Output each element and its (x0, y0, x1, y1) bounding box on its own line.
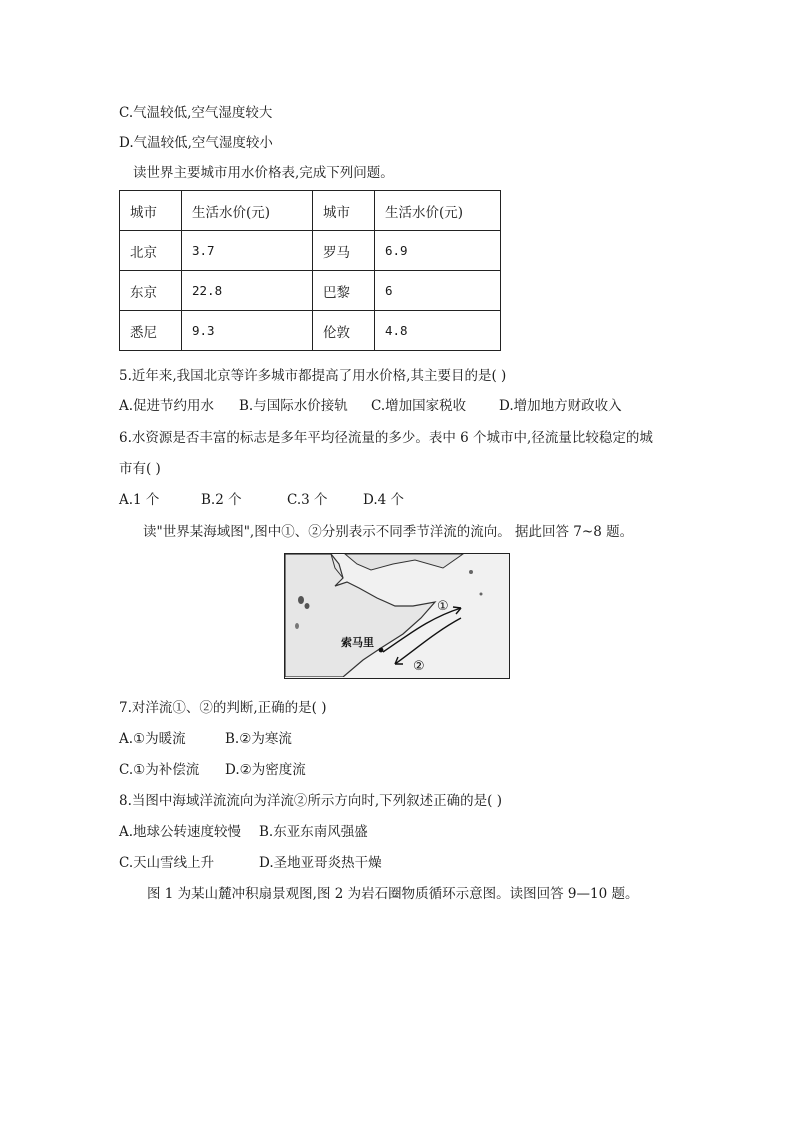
table-cell-city: 巴黎 (313, 271, 375, 311)
somalia-point (379, 648, 384, 653)
map-intro: 读"世界某海域图",图中①、②分别表示不同季节洋流的流向。 据此回答 7~8 题。 (143, 524, 634, 540)
q8-option-d: D.圣地亚哥炎热干燥 (259, 855, 382, 871)
table-cell-city: 伦敦 (313, 311, 375, 351)
q8-options-row2 (119, 853, 382, 873)
table-header-cell: 生活水价(元) (182, 191, 313, 231)
table-cell-price: 6 (375, 271, 501, 311)
q8-options-row1 (119, 822, 368, 842)
q6-option-b: B.2 个 (201, 492, 242, 508)
q7-options-row2 (119, 760, 306, 780)
somalia-label: 索马里 (341, 636, 374, 649)
figure-intro: 图 1 为某山麓冲积扇景观图,图 2 为岩石圈物质循环示意图。读图回答 9—10 题。 (147, 886, 639, 902)
lake-marker (295, 623, 299, 629)
q5-option-b: B.与国际水价接轨 (239, 398, 348, 414)
q7-option-b: B.②为寒流 (225, 731, 292, 747)
arabian-peninsula-land (345, 554, 463, 570)
island-marker (480, 593, 483, 596)
table-cell-city: 北京 (120, 231, 182, 271)
lake-marker (305, 603, 310, 609)
table-header-cell: 城市 (120, 191, 182, 231)
table-cell-price: 6.9 (375, 231, 501, 271)
table-row (120, 311, 501, 351)
q5-option-d: D.增加地方财政收入 (499, 398, 622, 414)
table-cell-price: 3.7 (182, 231, 313, 271)
sea-area-map-drawing (285, 554, 508, 677)
table-header-cell: 生活水价(元) (375, 191, 501, 231)
island-marker (469, 570, 473, 574)
table-cell-city: 罗马 (313, 231, 375, 271)
q4-option-c: C.气温较低,空气湿度较大 (119, 105, 273, 121)
q6-stem-line1: 6.水资源是否丰富的标志是多年平均径流量的多少。表中 6 个城市中,径流量比较稳定的城 (119, 430, 653, 446)
q7-options-row1 (119, 729, 292, 749)
water-price-table (119, 190, 501, 351)
q8-stem: 8.当图中海域洋流流向为洋流②所示方向时,下列叙述正确的是( ) (119, 793, 502, 809)
table-row (120, 231, 501, 271)
q7-option-c: C.①为补偿流 (119, 762, 200, 778)
q6-option-c: C.3 个 (287, 492, 328, 508)
q6-option-d: D.4 个 (363, 492, 405, 508)
current-2-label: ② (413, 659, 425, 674)
table-cell-price: 22.8 (182, 271, 313, 311)
table-cell-price: 9.3 (182, 311, 313, 351)
sea-area-map (284, 553, 510, 679)
table-intro: 读世界主要城市用水价格表,完成下列问题。 (133, 165, 394, 181)
table-cell-price: 4.8 (375, 311, 501, 351)
q8-option-a: A.地球公转速度较慢 (119, 824, 242, 840)
q5-options (119, 396, 622, 416)
table-cell-city: 东京 (120, 271, 182, 311)
table-header-row (120, 191, 501, 231)
lake-marker (298, 596, 304, 604)
current-1-label: ① (437, 599, 449, 614)
q6-stem-line2: 市有( ) (119, 461, 161, 477)
table-row (120, 271, 501, 311)
q5-option-c: C.增加国家税收 (371, 398, 467, 414)
table-header-cell: 城市 (313, 191, 375, 231)
q7-option-d: D.②为密度流 (225, 762, 306, 778)
q8-option-b: B.东亚东南风强盛 (259, 824, 368, 840)
q6-option-a: A.1 个 (119, 492, 160, 508)
q4-option-d: D.气温较低,空气湿度较小 (119, 135, 273, 151)
q7-stem: 7.对洋流①、②的判断,正确的是( ) (119, 700, 327, 716)
table-cell-city: 悉尼 (120, 311, 182, 351)
q5-option-a: A.促进节约用水 (119, 398, 215, 414)
q7-option-a: A.①为暖流 (119, 731, 186, 747)
q8-option-c: C.天山雪线上升 (119, 855, 215, 871)
q6-options (119, 490, 404, 510)
q5-stem: 5.近年来,我国北京等许多城市都提高了用水价格,其主要目的是( ) (119, 368, 507, 384)
